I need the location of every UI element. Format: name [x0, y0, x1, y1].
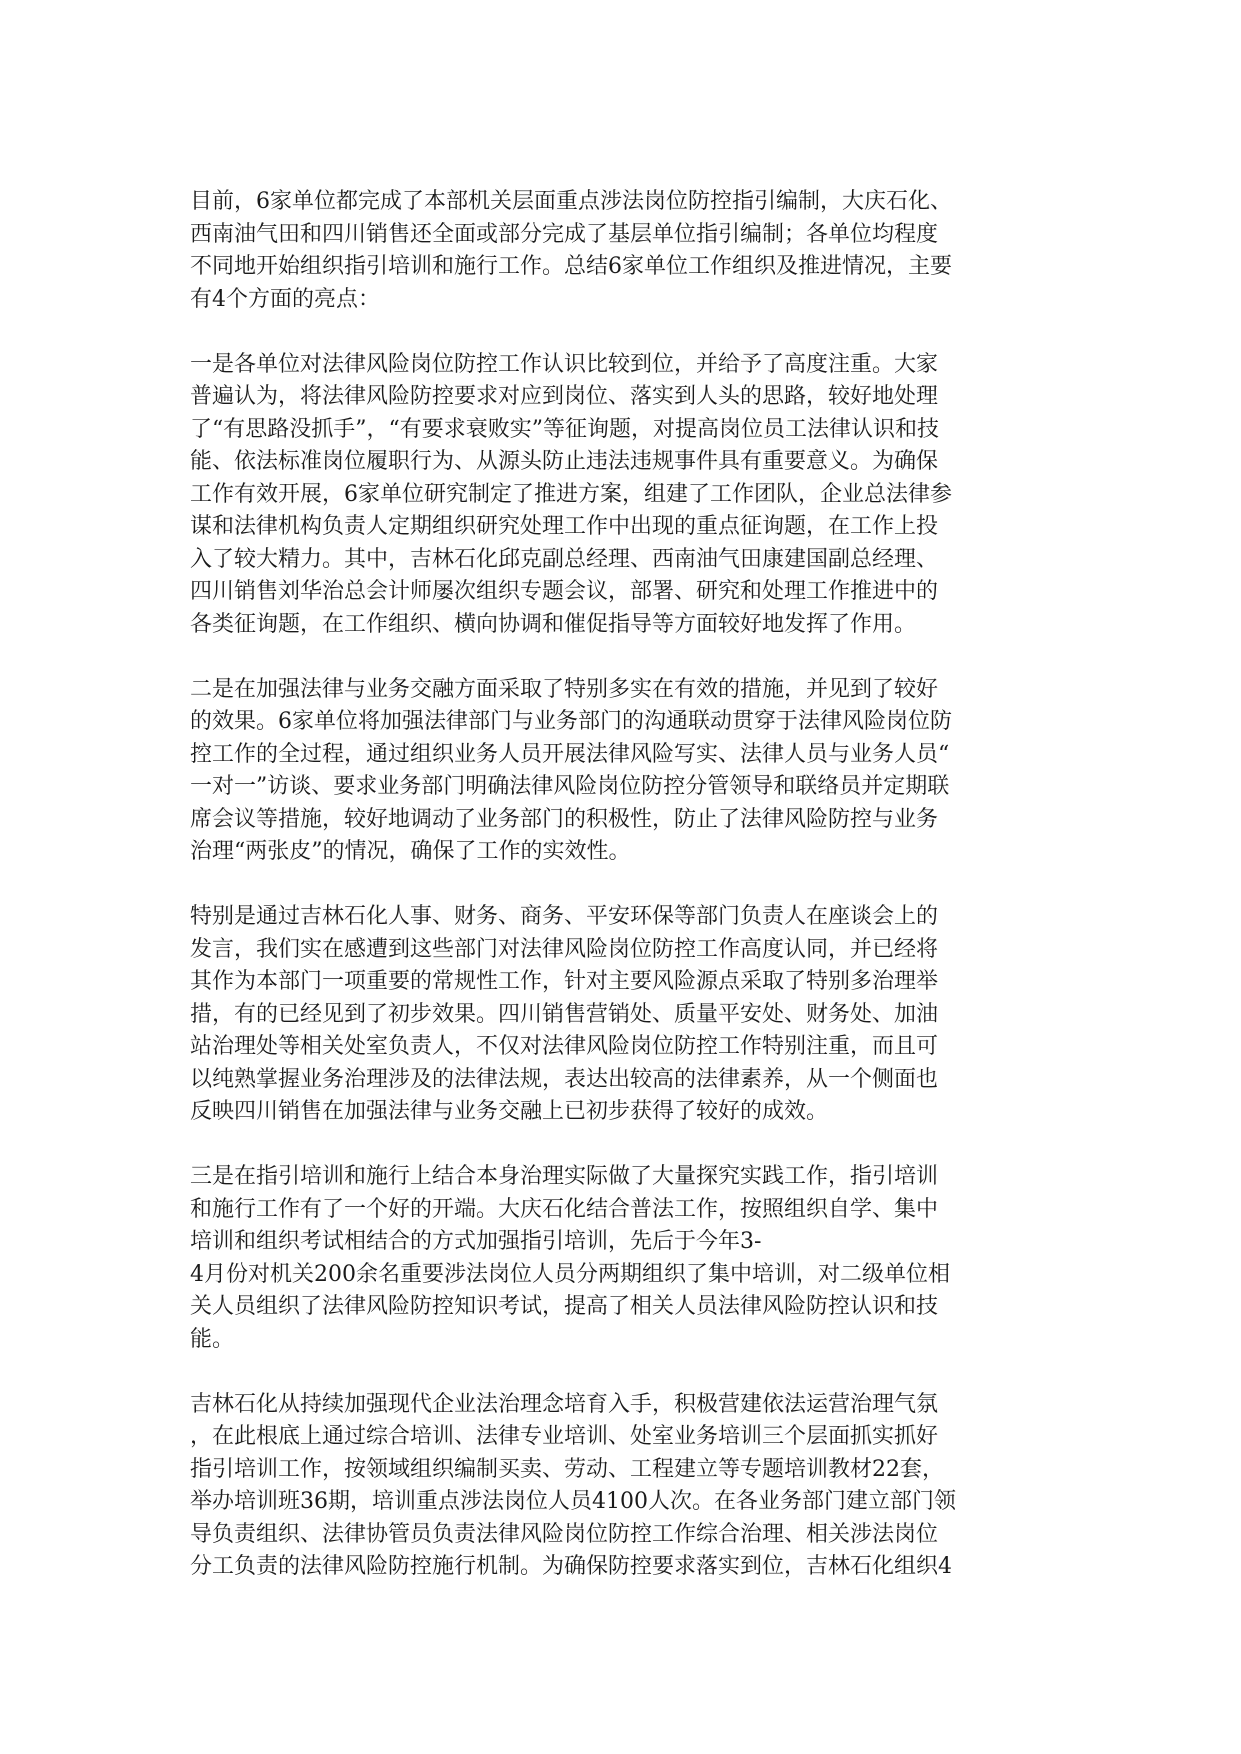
text-line: 吉林石化从持续加强现代企业法治理念培育入手，积极营建依法运营治理气氛	[190, 1391, 939, 1417]
text-line: 举办培训班36期，培训重点涉法岗位人员4100人次。在各业务部门建立部门领	[190, 1489, 956, 1514]
text-line: 能。	[190, 1326, 235, 1352]
text-line: 措，有的已经见到了初步效果。四川销售营销处、质量平安处、财务处、加油	[190, 1001, 939, 1027]
text-line: 治理“两张皮”的情况，确保了工作的实效性。	[190, 839, 631, 864]
text-line: 不同地开始组织指引培训和施行工作。总结6家单位工作组织及推进情况，主要	[190, 254, 952, 279]
paragraph-point-three	[190, 1161, 1050, 1356]
text-line: 关人员组织了法律风险防控知识考试，提高了相关人员法律风险防控认识和技	[190, 1294, 939, 1319]
text-line: 三是在指引培训和施行上结合本身治理实际做了大量探究实践工作，指引培训	[190, 1164, 939, 1189]
text-line: 了“有思路没抓手”，“有要求衰败实”等征询题，对提高岗位员工法律认识和技	[190, 416, 939, 442]
text-line: 站治理处等相关处室负责人，不仅对法律风险岗位防控工作特别注重，而且可	[190, 1034, 939, 1059]
text-line: 指引培训工作，按领域组织编制买卖、劳动、工程建立等专题培训教材22套，	[190, 1456, 944, 1482]
paragraph-summary	[190, 186, 1050, 316]
paragraph-point-one	[190, 349, 1050, 642]
text-line: 一对一”访谈、要求业务部门明确法律风险岗位防控分管领导和联络员并定期联	[190, 774, 950, 799]
text-line: 的效果。6家单位将加强法律部门与业务部门的沟通联动贯穿于法律风险岗位防	[190, 709, 952, 734]
text-line: 以纯熟掌握业务治理涉及的法律法规，表达出较高的法律素养，从一个侧面也	[190, 1066, 939, 1092]
text-line: 工作有效开展，6家单位研究制定了推进方案，组建了工作团队，企业总法律参	[190, 481, 952, 507]
text-line: 能、依法标准岗位履职行为、从源头防止违法违规事件具有重要意义。为确保	[190, 449, 939, 474]
paragraph-jilin-training	[190, 1389, 1050, 1584]
text-line: ，在此根底上通过综合培训、法律专业培训、处室业务培训三个层面抓实抓好	[190, 1424, 939, 1449]
text-line: 导负责组织、法律协管员负责法律风险岗位防控工作综合治理、相关涉法岗位	[190, 1521, 939, 1547]
text-line: 目前，6家单位都完成了本部机关层面重点涉法岗位防控指引编制，大庆石化、	[190, 189, 952, 214]
text-line: 一是各单位对法律风险岗位防控工作认识比较到位，并给予了高度注重。大家	[190, 351, 939, 377]
text-line: 反映四川销售在加强法律与业务交融上已初步获得了较好的成效。	[190, 1099, 829, 1124]
text-line: 和施行工作有了一个好的开端。大庆石化结合普法工作，按照组织自学、集中	[190, 1196, 939, 1222]
text-line: 入了较大精力。其中，吉林石化邱克副总经理、西南油气田康建国副总经理、	[190, 546, 939, 572]
text-line: 4月份对机关200余名重要涉法岗位人员分两期组织了集中培训，对二级单位相	[190, 1261, 950, 1287]
text-line: 培训和组织考试相结合的方式加强指引培训，先后于今年3-	[190, 1229, 762, 1254]
paragraph-point-two	[190, 674, 1050, 869]
text-line: 二是在加强法律与业务交融方面采取了特别多实在有效的措施，并见到了较好	[190, 676, 939, 702]
text-line: 有4个方面的亮点：	[190, 286, 380, 312]
paragraph-jilin-departments	[190, 901, 1050, 1129]
text-line: 席会议等措施，较好地调动了业务部门的积极性，防止了法律风险防控与业务	[190, 806, 939, 832]
text-line: 控工作的全过程，通过组织业务人员开展法律风险写实、法律人员与业务人员“	[190, 741, 950, 767]
text-line: 发言，我们实在感遭到这些部门对法律风险岗位防控工作高度认同，并已经将	[190, 936, 939, 962]
text-line: 四川销售刘华治总会计师屡次组织专题会议，部署、研究和处理工作推进中的	[190, 579, 939, 604]
text-line: 各类征询题，在工作组织、横向协调和催促指导等方面较好地发挥了作用。	[190, 611, 917, 637]
text-line: 分工负责的法律风险防控施行机制。为确保防控要求落实到位，吉林石化组织4	[190, 1554, 952, 1579]
text-line: 特别是通过吉林石化人事、财务、商务、平安环保等部门负责人在座谈会上的	[190, 904, 939, 929]
text-line: 西南油气田和四川销售还全面或部分完成了基层单位指引编制；各单位均程度	[190, 221, 939, 247]
text-line: 谋和法律机构负责人定期组织研究处理工作中出现的重点征询题，在工作上投	[190, 514, 939, 539]
text-line: 其作为本部门一项重要的常规性工作，针对主要风险源点采取了特别多治理举	[190, 969, 939, 994]
document-body	[190, 186, 1050, 1616]
text-line: 普遍认为，将法律风险防控要求对应到岗位、落实到人头的思路，较好地处理	[190, 384, 939, 409]
